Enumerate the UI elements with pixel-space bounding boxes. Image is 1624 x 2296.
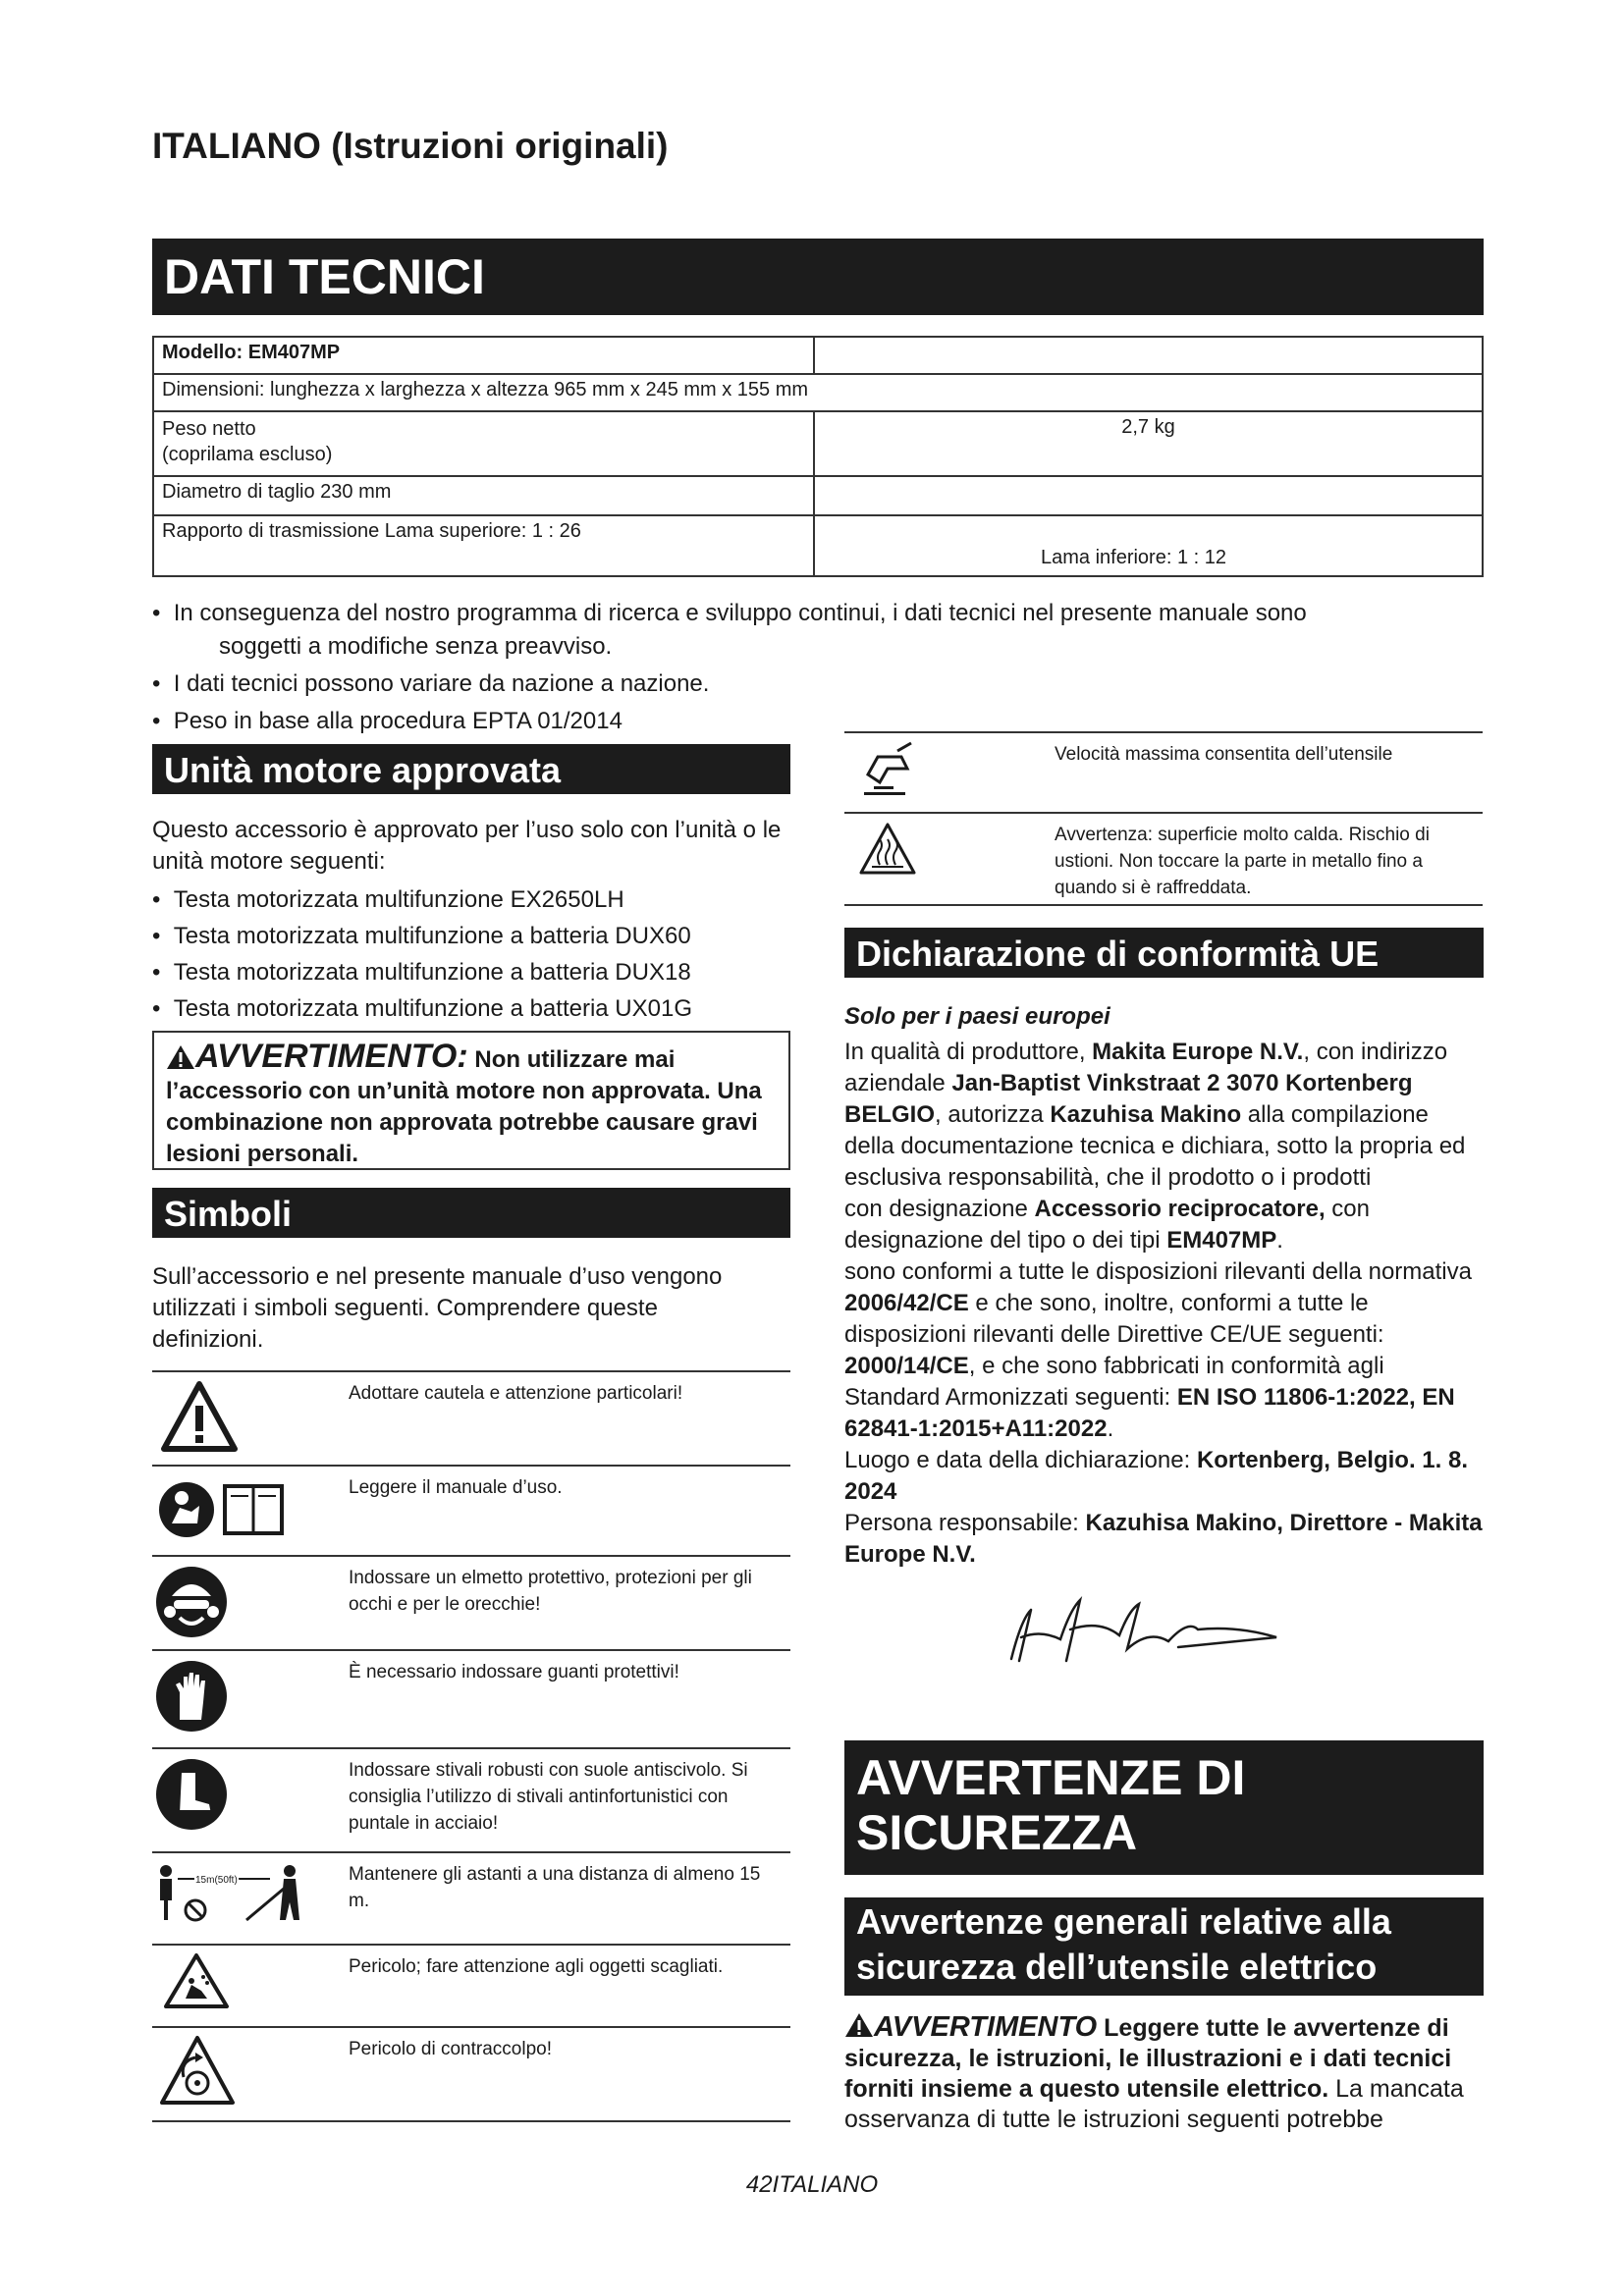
motor-warning-box	[152, 1031, 790, 1170]
tech-notes	[152, 597, 1488, 742]
table-row	[152, 1371, 790, 1466]
bystander-distance-icon	[152, 1859, 309, 1928]
table-row	[844, 813, 1483, 905]
spec-weight: Peso netto (coprilama escluso)	[153, 411, 814, 476]
table-row	[152, 1650, 790, 1748]
read-manual-icon	[152, 1472, 299, 1541]
table-row	[153, 515, 1483, 576]
helmet-goggles-ear-protection-icon	[152, 1563, 231, 1641]
table-row	[152, 1556, 790, 1650]
safety-warning: AVVERTIMENTO Leggere tutte le avvertenze di sicurezza, le istruzioni, le illustrazioni e i dati tecnici forniti insieme a questo utensile elettrico. La mancata osservanza di tutte le istruzioni seguenti potrebbe	[844, 2011, 1464, 2133]
thrown-objects-icon	[162, 1951, 231, 2010]
symbol-desc: Pericolo; fare attenzione agli oggetti scagliati.	[349, 1945, 790, 2027]
warning-label: AVVERTIMENTO:	[195, 1038, 468, 1075]
spec-model-value	[814, 337, 1483, 374]
conformity-body	[844, 1037, 1483, 1571]
conformity-paragraph: Persona responsabile: Kazuhisa Makino, Direttore - Makita Europe N.V.	[844, 1510, 1483, 1568]
symbol-desc: Indossare stivali robusti con suole antiscivolo. Si consiglia l’utilizzo di stivali antinfortunistici con puntale in acciaio!	[349, 1748, 790, 1852]
list-item: • Testa motorizzata multifunzione a batteria DUX18	[152, 959, 691, 986]
table-row	[153, 476, 1483, 515]
spec-model: Modello: EM407MP	[153, 337, 814, 374]
table-row	[152, 1852, 790, 1945]
symbols-table-right	[844, 731, 1483, 906]
signature-image	[1001, 1590, 1316, 1679]
list-item: • Testa motorizzata multifunzione a batteria UX01G	[152, 995, 693, 1022]
tech-specs-heading: DATI TECNICI	[152, 239, 1484, 315]
kickback-icon	[158, 2034, 237, 2109]
motor-heading: Unità motore approvata	[152, 744, 790, 794]
table-row	[152, 1945, 790, 2027]
warning-triangle-icon	[844, 2012, 874, 2038]
table-row	[153, 337, 1483, 374]
symbols-intro: Sull’accessorio e nel presente manuale d’uso vengono utilizzati i simboli seguenti. Comprendere queste definizioni.	[152, 1263, 723, 1353]
motor-intro: Questo accessorio è approvato per l’uso solo con l’unità o le unità motore seguenti:	[152, 817, 782, 875]
list-item: • Testa motorizzata multifunzione EX2650LH	[152, 886, 624, 913]
safety-subheading: Avvertenze generali relative alla sicurezza dell’utensile elettrico	[844, 1897, 1484, 1996]
page-footer: 42ITALIANO	[745, 2171, 879, 2198]
conformity-paragraph: Luogo e data della dichiarazione: Kortenberg, Belgio. 1. 8. 2024	[844, 1447, 1468, 1505]
specs-table	[152, 336, 1484, 577]
symbol-desc: È necessario indossare guanti protettivi!	[349, 1650, 790, 1748]
conformity-subheading: Solo per i paesi europei	[844, 1003, 1110, 1030]
list-item: • Peso in base alla procedura EPTA 01/2014	[152, 708, 623, 734]
symbol-desc: Indossare un elmetto protettivo, protezioni per gli occhi e per le orecchie!	[349, 1556, 790, 1650]
warning-text: Non utilizzare mai l’accessorio con un’unità motore non approvata. Una combinazione non approvata potrebbe causare gravi lesioni personali.	[166, 1046, 762, 1167]
symbol-desc: Avvertenza: superficie molto calda. Rischio di ustioni. Non toccare la parte in metallo fino a quando si è raffreddata.	[1055, 813, 1483, 905]
warning-triangle-icon	[166, 1044, 195, 1070]
spec-gear-ratio: Rapporto di trasmissione Lama superiore: 1 : 26	[153, 515, 814, 576]
table-row	[153, 374, 1483, 411]
list-item: • In conseguenza del nostro programma di ricerca e sviluppo continui, i dati tecnici nel presente manuale sono	[152, 600, 1307, 626]
spec-cut-diameter: Diametro di taglio 230 mm	[153, 476, 814, 515]
spec-cut-diameter-value	[814, 476, 1483, 515]
conformity-paragraph: sono conformi a tutte le disposizioni rilevanti della normativa 2006/42/CE e che sono, inoltre, conformi a tutte le disposizioni rilevanti delle Direttive CE/UE seguenti: 2000/14/CE, e che sono fabbricati in conformità agli Standard Armonizzati seguenti: EN ISO 11806-1:2022, EN 62841-1:2015+A11:2022.	[844, 1258, 1472, 1442]
symbol-desc: Mantenere gli astanti a una distanza di almeno 15 m.	[349, 1852, 790, 1945]
table-row	[152, 1466, 790, 1556]
conformity-paragraph: con designazione Accessorio reciprocatore, con designazione del tipo o dei tipi EM407MP.	[844, 1196, 1370, 1254]
warning-triangle-icon	[160, 1378, 239, 1457]
boots-icon	[152, 1755, 231, 1834]
spec-weight-value: 2,7 kg	[814, 411, 1483, 476]
table-row	[153, 411, 1483, 476]
conformity-paragraph: In qualità di produttore, Makita Europe N.V., con indirizzo aziendale Jan-Baptist Vinkstraat 2 3070 Kortenberg BELGIO, autorizza Kazuhisa Makino alla compilazione della documentazione tecnica e dichiara, sotto la propria ed esclusiva responsabilità, che il prodotto o i prodotti	[844, 1039, 1466, 1191]
symbol-desc: Adottare cautela e attenzione particolari!	[349, 1371, 790, 1466]
table-row	[152, 2027, 790, 2121]
symbol-desc: Leggere il manuale d’uso.	[349, 1466, 790, 1556]
symbol-desc: Velocità massima consentita dell’utensile	[1055, 732, 1483, 813]
spec-gear-ratio-lower: Lama inferiore: 1 : 12	[814, 515, 1483, 576]
list-item: • I dati tecnici possono variare da nazione a nazione.	[152, 670, 710, 697]
motor-list	[152, 881, 800, 1027]
hot-surface-icon	[858, 822, 917, 877]
spec-dimensions: Dimensioni: lunghezza x larghezza x altezza 965 mm x 245 mm x 155 mm	[153, 374, 1483, 411]
list-item: soggetti a modifiche senza preavviso.	[219, 633, 613, 660]
max-speed-icon	[858, 741, 917, 800]
list-item: • Testa motorizzata multifunzione a batteria DUX60	[152, 923, 691, 949]
conformity-heading: Dichiarazione di conformità UE	[844, 928, 1484, 978]
table-row	[844, 732, 1483, 813]
table-row	[152, 1748, 790, 1852]
page-language-title: ITALIANO (Istruzioni originali)	[152, 126, 669, 166]
gloves-icon	[152, 1657, 231, 1735]
symbols-heading: Simboli	[152, 1188, 790, 1238]
safety-heading: AVVERTENZE DI SICUREZZA	[844, 1740, 1484, 1875]
symbols-table	[152, 1370, 790, 2122]
symbol-desc: Pericolo di contraccolpo!	[349, 2027, 790, 2121]
distance-label: 15m(50ft)	[195, 1875, 238, 1886]
